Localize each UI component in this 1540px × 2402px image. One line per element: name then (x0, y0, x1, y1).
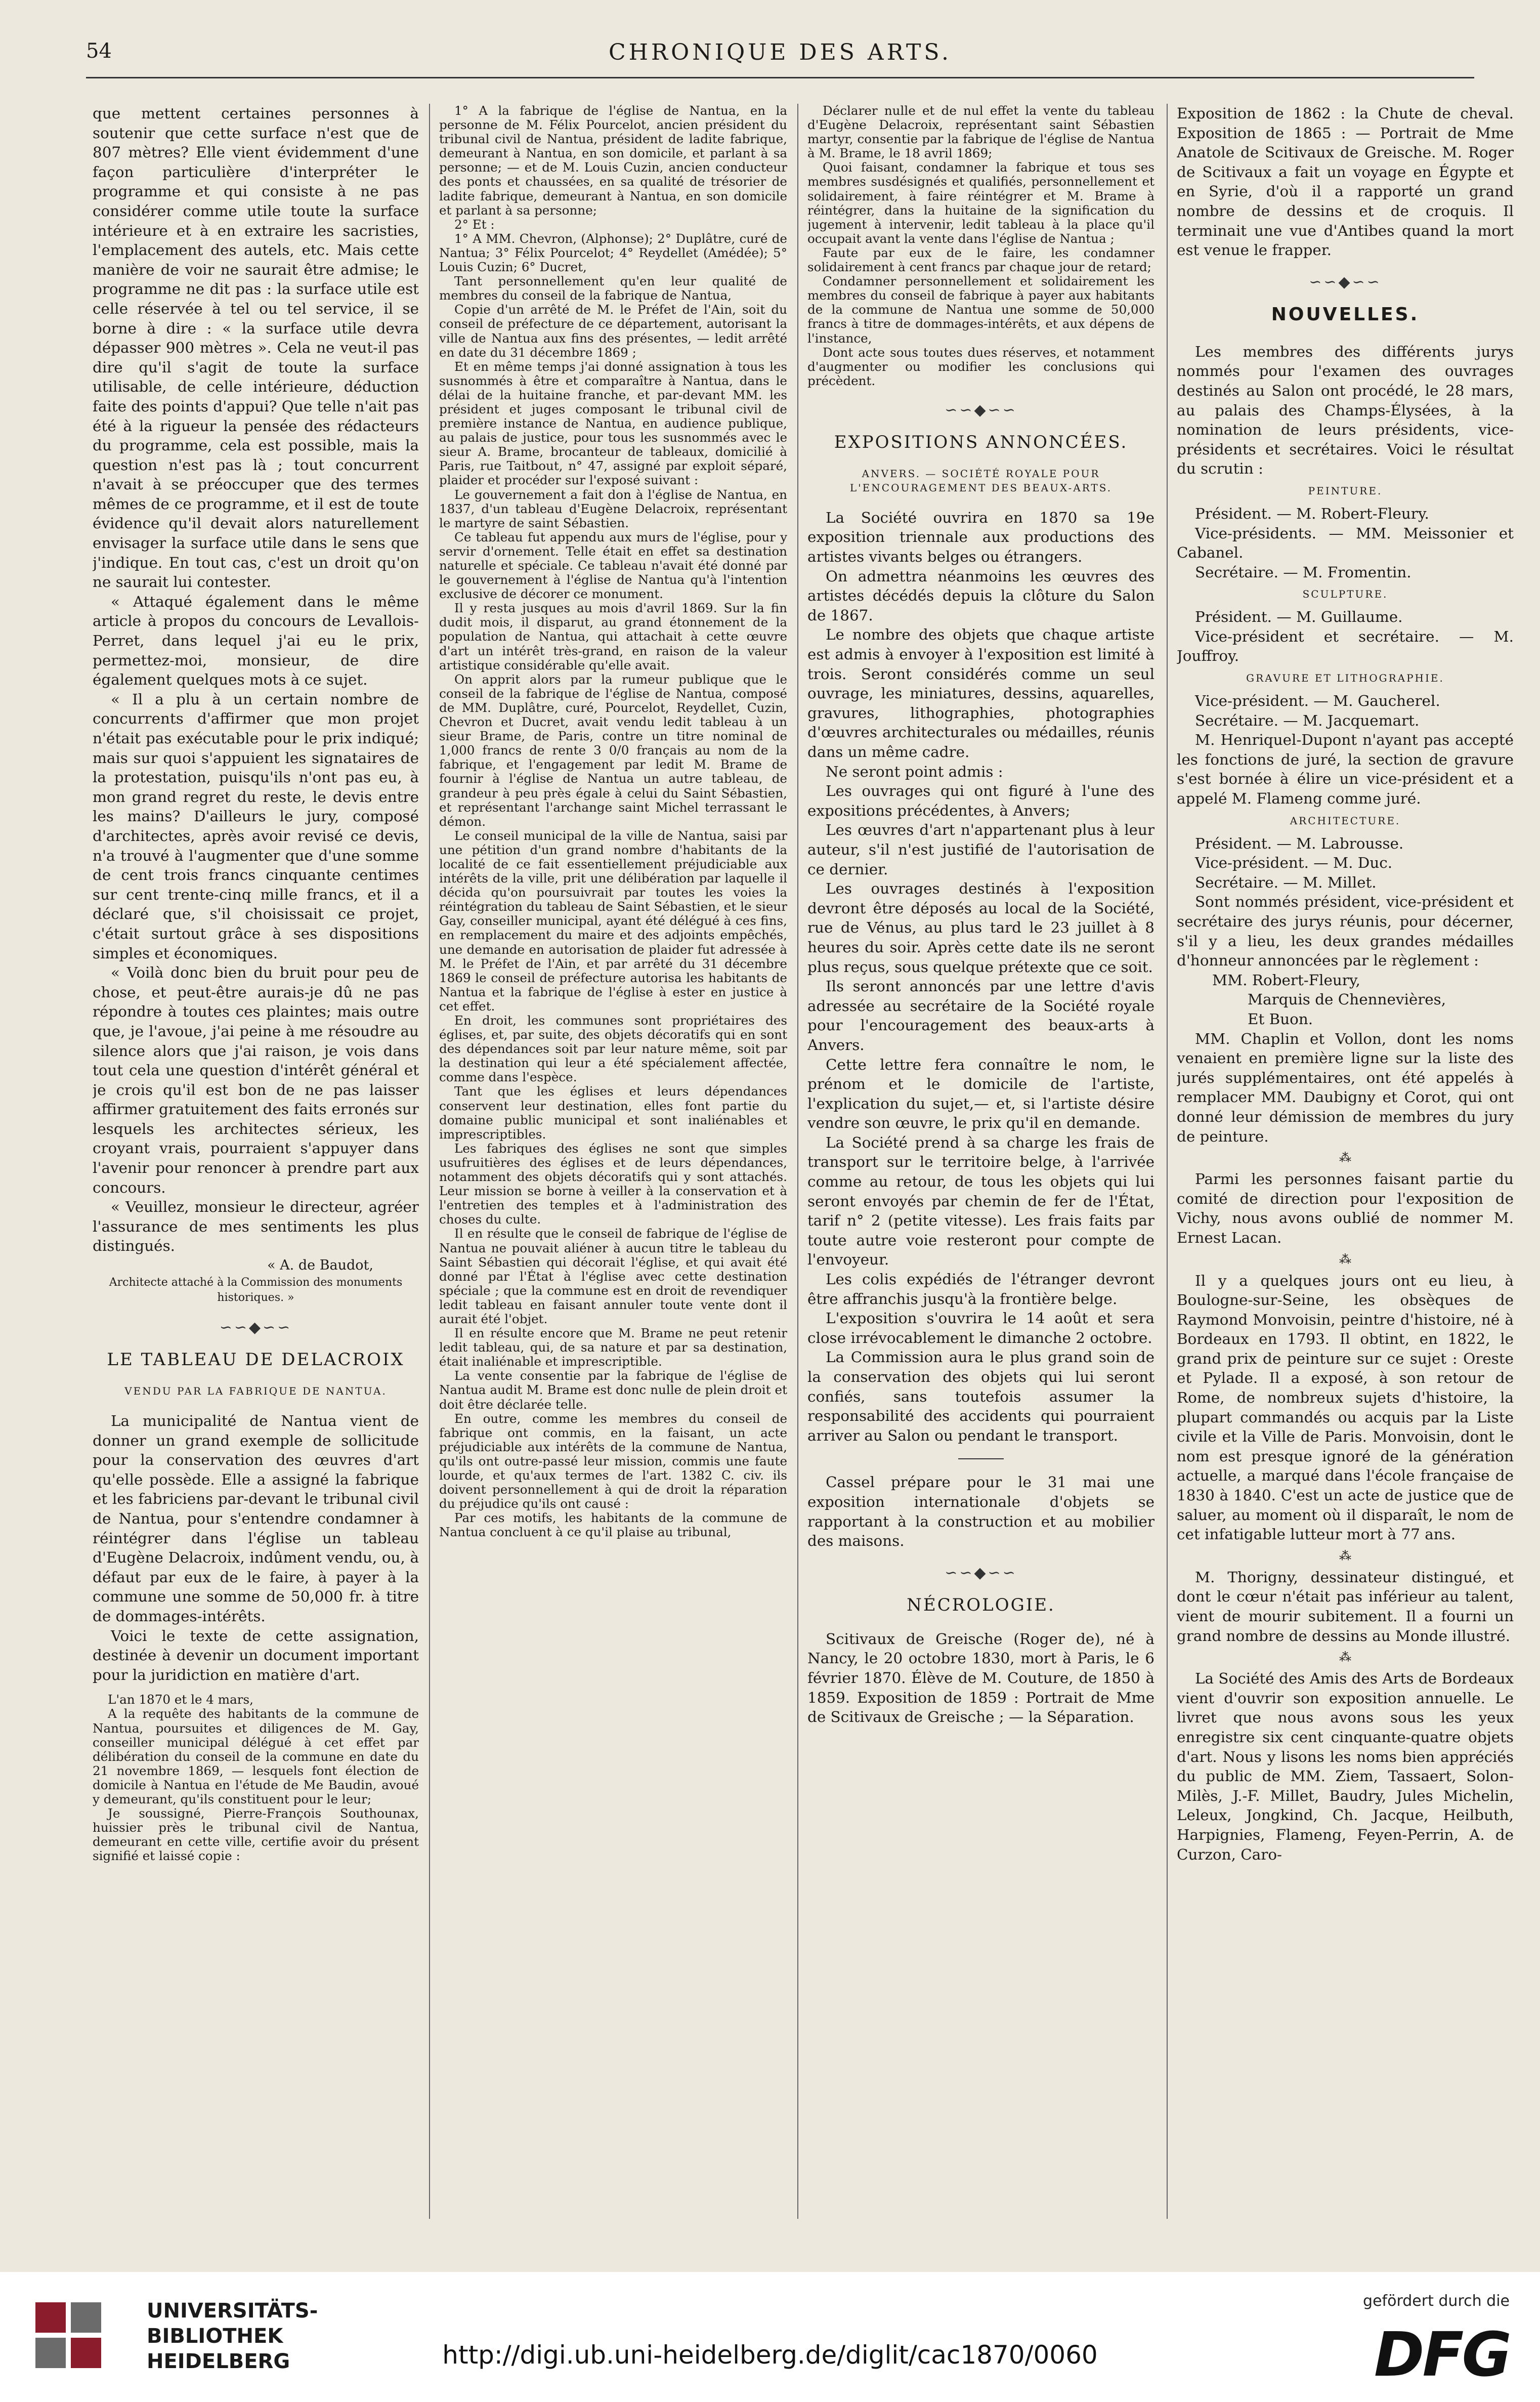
article-subtitle: ANVERS. — SOCIÉTÉ ROYALE POUR L'ENCOURAGEMENT DES BEAUX-ARTS. (849, 467, 1113, 494)
jury-line: Marquis de Chennevières, (1248, 991, 1446, 1008)
paragraph: Il en résulte que le conseil de fabrique de l'église de Nantua ne pouvait aliéner à aucun titre le tableau du Saint Sébastien qui décorait l'église, et qui avait été donné par l'État à l'église avec cette destination spéciale ; que la commune est en droit de revendiquer ledit tableau en faisant annuler toute vente dont il aurait été l'objet. (439, 1226, 787, 1326)
article-title: NOUVELLES. (1271, 304, 1420, 325)
jury-line: Vice-présidents. — MM. Meissonier et Cabanel. (1177, 524, 1514, 562)
jury-line: Secrétaire. — M. Jacquemart. (1195, 711, 1420, 729)
paragraph: Il en résulte encore que M. Brame ne peut retenir ledit tableau, qui, de sa nature et par sa destination, était inaliénable et imprescriptible. (439, 1326, 787, 1369)
short-rule (958, 1458, 1004, 1459)
paragraph: Sont nommés président, vice-président et secrétaire des jurys réunis, pour décerner, s'il y a lieu, les deux grandes médailles d'honneur annoncées par le règlement : (1177, 893, 1514, 970)
jury-line: Secrétaire. — M. Millet. (1195, 873, 1377, 891)
paragraph: Parmi les personnes faisant partie du comité de direction pour l'exposition de Vichy, nous avons oublié de nommer M. Ernest Lacan. (1177, 1170, 1514, 1246)
article-title: NÉCROLOGIE. (907, 1594, 1055, 1615)
jury-line: MM. Robert-Fleury, (1212, 971, 1360, 989)
paragraph: Et en même temps j'ai donné assignation à tous les susnommés à être et comparaître à Nantua, dans le délai de la huitaine franche, et par-devant MM. les président et juges composant le tribunal civil de première instance de Nantua, en audience publique, au palais de justice, pour tous les susnommés avec le sieur A. Brame, brocanteur de tableaux, domicilié à Paris, rue Taitbout, n° 47, assigné par exploit séparé, plaider et procéder sur l'exposé suivant : (439, 359, 787, 488)
paragraph: Je soussigné, Pierre-François Southounax, huissier près le tribunal civil de Nantua, demeurant en cette ville, certifie avoir du présent signifié et laissé copie : (93, 1806, 419, 1864)
paragraph: Quoi faisant, condamner la fabrique et tous ses membres susdésignés et qualifiés, personnellement et solidairement, à faire réintégrer et M. Brame à réintégrer, dans la huitaine de la signification du jugement à intervenir, ledit tableau à la place qu'il occupait avant la vente dans l'église de Nantua ; (807, 160, 1154, 246)
paragraph: que mettent certaines personnes à soutenir que cette surface n'est que de 807 mètres? Elle vient évidemment d'une façon particulière d'interpréter le programme et qui consiste à ne pas considérer comme utile toute la surface intérieure et à en extraire les sacristies, l'emplacement des autels, etc. Mais cette manière de voir ne saurait être admise; le programme ne dit pas : la surface utile est celle réservée à tel ou tel service, il se borne à dire : « la surface utile devra dépasser 900 mètres ». Cela ne veut-il pas dire qu'il s'agit de toute la surface utilisable, de celle intérieure, déduction faite des points d'appui? Que telle n'ait pas été à la rigueur la pensée des rédacteurs du programme, cela est possible, mais la question n'est pas là ; tout concurrent n'avait à se préoccuper que des termes mêmes de ce programme, et il est de toute évidence qu'il devait alors naturellement envisager la surface utile dans le sens que j'indique. En tout cas, c'est un droit qu'on ne saurait lui contester. (93, 105, 419, 591)
paragraph: Le gouvernement a fait don à l'église de Nantua, en 1837, d'un tableau d'Eugène Delacroix, représentant le martyre de saint Sébastien. (439, 487, 787, 530)
header-rule (86, 77, 1474, 78)
ornament-divider: ∽∽◆∽∽ (945, 401, 1017, 419)
article-title: LE TABLEAU DE DELACROIX (107, 1350, 405, 1370)
stars-separator: ⁂ (1339, 1548, 1351, 1563)
section-label: GRAVURE ET LITHOGRAPHIE. (1246, 672, 1444, 685)
author-signature: « A. de Baudot, (267, 1257, 373, 1274)
paragraph: Déclarer nulle et de nul effet la vente du tableau d'Eugène Delacroix, représentant saint Sébastien martyr, consentie par la fabrique de l'église de Nantua à M. Brame, le 18 avril 1869; (807, 104, 1154, 161)
paragraph: Faute par eux de le faire, les condamner solidairement à cent francs par chaque jour de retard; (807, 245, 1154, 275)
stars-separator: ⁂ (1339, 1650, 1351, 1665)
paragraph: Ne seront point admis : (826, 763, 1003, 780)
section-label: PEINTURE. (1308, 484, 1383, 497)
paragraph: Il y resta jusques au mois d'avril 1869. Sur la fin dudit mois, il disparut, au grand étonnement de la population de Nantua, qui attachait à cette œuvre d'art un intérêt très-grand, en raison de la valeur artistique considérable qu'elle avait. (439, 601, 787, 672)
journal-title: CHRONIQUE DES ARTS. (609, 39, 952, 65)
paragraph: La Société ouvrira en 1870 sa 19e exposition triennale aux productions des artistes vivants belges ou étrangers. (807, 509, 1154, 566)
paragraph: Le conseil municipal de la ville de Nantua, saisi par une pétition d'un grand nombre d'habitants de la localité de ce fait essentiellement préjudiciable aux intérêts de la ville, prit une délibération par laquelle il décida qu'on poursuivrait par toutes les voies la réintégration du tableau de Saint Sébastien, et le sieur Gay, conseiller municipal, ayant été délégué à ces fins, en remplacement du maire et des adjoints empêchés, une demande en autorisation de plaider fut adressée à M. le Préfet de l'Ain, et par arrêté du 31 décembre 1869 le conseil de préfecture autorisa les habitants de Nantua et la fabrique de l'église à ester en justice à cet effet. (439, 828, 787, 1014)
stars-separator: ⁂ (1339, 1151, 1351, 1165)
paragraph: Les ouvrages destinés à l'exposition devront être déposés au local de la Société, rue de Vénus, au plus tard le 23 juillet à 8 heures du soir. Après cette date ils ne seront plus reçus, sous quelque prétexte que ce soit. (807, 880, 1154, 976)
paragraph: M. Thorigny, dessinateur distingué, et dont le cœur n'était pas inférieur au talent, vient de mourir subitement. Il a fourni un grand nombre de dessins au Monde illustré. (1177, 1568, 1514, 1645)
paragraph: Ils seront annoncés par une lettre d'avis adressée au secrétaire de la Société royale pour l'encouragement des beaux-arts à Anvers. (807, 978, 1154, 1053)
paragraph: Les fabriques des églises ne sont que simples usufruitières des églises et de leurs dépendances, notamment des objets décoratifs qui y sont attachés. Leur mission se borne à veiller à la conservation et à l'entretien des temples et à l'administration des choses du culte. (439, 1141, 787, 1227)
jury-line: Vice-président et secrétaire. — M. Jouffroy. (1177, 627, 1514, 665)
paragraph: L'exposition s'ouvrira le 14 août et sera close irrévocablement le dimanche 2 octobre. (807, 1310, 1154, 1346)
paragraph: Cette lettre fera connaître le nom, le prénom et le domicile de l'artiste, l'explication du sujet,— et, si l'artiste désire vendre son œuvre, le prix qu'il en demande. (807, 1056, 1154, 1132)
paragraph: Le nombre des objets que chaque artiste est admis à envoyer à l'exposition est limité à trois. Seront considérés comme un seul ouvrage, les miniatures, dessins, aquarelles, gravures, lithographies, photographies d'œuvres architecturales ou médailles, réunis dans un même cadre. (807, 626, 1154, 761)
paragraph: Copie d'un arrêté de M. le Préfet de l'Ain, soit du conseil de préfecture de ce département, autorisant la ville de Nantua aux fins des présentes, — ledit arrêté en date du 31 décembre 1869 ; (439, 302, 787, 360)
paragraph: La municipalité de Nantua vient de donner un grand exemple de sollicitude pour la conservation des œuvres d'art qu'elle possède. Elle a assigné la fabrique et les fabriciens par-devant le tribunal civil de Nantua, pour s'entendre condamner à réintégrer dans l'église un tableau d'Eugène Delacroix, indûment vendu, ou, à défaut par eux de le faire, à payer à la commune une somme de 50,000 fr. à titre de dommages-intérêts. (93, 1412, 419, 1625)
paragraph: En droit, les communes sont propriétaires des églises, et, par suite, des objets décoratifs qui en sont des dépendances soit par leur nature même, soit par la destination qui leur a été spécialement affectée, comme dans l'espèce. (439, 1013, 787, 1085)
paragraph: Les colis expédiés de l'étranger devront être affranchis jusqu'à la frontière belge. (807, 1271, 1154, 1308)
paragraph: La vente consentie par la fabrique de l'église de Nantua audit M. Brame est donc nulle de plein droit et doit être déclarée telle. (439, 1368, 787, 1412)
paragraph: Il y a quelques jours ont eu lieu, à Boulogne-sur-Seine, les obsèques de Raymond Monvoisin, peintre d'histoire, né à Bordeaux en 1793. Il obtint, en 1822, le grand prix de peinture sur ce sujet : Oreste et Pylade. Il a exposé, à son retour de Rome, de nombreux sujets d'histoire, la plupart commandés ou acquis par la Liste civile et la Ville de Paris. Monvoisin, dont le nom est presque ignoré de la génération actuelle, a marqué dans l'école française de 1830 à 1840. C'est un acte de justice que de saluer, au moment où il disparaît, le nom de cet infatigable lutteur mort à 77 ans. (1177, 1272, 1514, 1543)
paragraph: « Il a plu à un certain nombre de concurrents d'affirmer que mon projet n'était pas exécutable pour le prix indiqué; mais sur quoi s'appuient les signataires de la protestation, puisqu'ils n'ont pas eu, à mon grand regret du reste, le devis entre les mains? D'ailleurs le jury, composé d'architectes, après avoir revisé ce devis, n'a trouvé à l'augmenter que d'une somme de cent trois francs cinquante centimes sur cent trente-cinq mille francs, et il a déclaré que, s'il choisissait ce projet, c'était surtout grâce à ses dispositions simples et économiques. (93, 690, 419, 962)
jury-line: Président. — M. Labrousse. (1195, 834, 1404, 852)
paragraph: Ce tableau fut appendu aux murs de l'église, pour y servir d'ornement. Telle était en effet sa destination naturelle et spéciale. Ce tableau n'avait été donné par le gouvernement à l'église de Nantua qu'à l'intention exclusive de décorer ce monument. (439, 529, 787, 602)
paragraph: Tant que les églises et leurs dépendances conservent leur destination, elles font partie du domaine public municipal et sont inaliénables et imprescriptibles. (439, 1084, 787, 1142)
paragraph: On apprit alors par la rumeur publique que le conseil de la fabrique de l'église de Nantua, composé de MM. Duplâtre, curé, Pourcelot, Reydellet, Cuzin, Chevron et Ducret, avait vendu ledit tableau à un sieur Brame, de Paris, contre un titre nominal de 1,000 francs de rente 3 0/0 français au nom de la fabrique, et l'engagement par ledit M. Brame de fournir à l'église de Nantua un autre tableau, de grandeur à peu près égale à celui du Saint Sébastien, et représentant l'archange saint Michel terrassant le démon. (439, 671, 787, 829)
paragraph: 1° A la fabrique de l'église de Nantua, en la personne de M. Félix Pourcelot, ancien président du tribunal civil de Nantua, président de ladite fabrique, demeurant à Nantua, en son domicile, et parlant à sa personne; — et de M. Louis Cuzin, ancien conducteur des ponts et chaussées, en sa qualité de trésorier de ladite fabrique, demeurant à Nantua, en son domicile et parlant à sa personne; (439, 104, 787, 218)
running-header (86, 39, 1474, 80)
section-label: ARCHITECTURE. (1290, 814, 1401, 827)
ornament-divider: ∽∽◆∽∽ (1309, 273, 1382, 291)
digitization-footer (0, 2272, 1540, 2402)
paragraph: La Société des Amis des Arts de Bordeaux vient d'ouvrir son exposition annuelle. Le livret que nous avons sous les yeux enregistre six cent cinquante-quatre objets d'art. Nous y lisons les noms bien appréciés du public de MM. Ziem, Tassaert, Solon-Milès, J.-F. Millet, Baudry, Jules Michelin, Leleux, Jongkind, Ch. Jacque, Heilbuth, Harpignies, Flameng, Feyen-Perrin, A. de Curzon, Caro- (1177, 1670, 1514, 1863)
jury-line: Vice-président. — M. Duc. (1195, 854, 1393, 872)
jury-line: Et Buon. (1248, 1010, 1313, 1028)
funding-credit: gefördert durch die (1363, 2292, 1510, 2310)
paragraph: « Voilà donc bien du bruit pour peu de chose, et peut-être aurais-je dû ne pas répondre à toutes ces plaintes; mais outre que, je l'avoue, j'ai peine à me résoudre au silence alors que j'ai raison, je vois dans tout cela une question d'intérêt général et je crois qu'il est bon de ne pas laisser affirmer gratuitement des faits erronés sur lesquels les architectes sérieux, les croyant vrais, pourraient s'appuyer dans l'avenir pour renoncer à prendre part aux concours. (93, 964, 419, 1196)
jury-line: Président. — M. Guillaume. (1195, 608, 1403, 626)
paragraph: L'an 1870 et le 4 mars, (108, 1692, 253, 1707)
jury-line: Secrétaire. — M. Fromentin. (1195, 563, 1411, 581)
paragraph: En outre, comme les membres du conseil de fabrique ont commis, en la faisant, un acte préjudiciable aux intérêts de la commune de Nantua, qu'ils ont outre-passé leur mission, commis une faute lourde, et qu'aux termes de l'art. 1382 C. civ. ils doivent personnellement à qui de droit la réparation du préjudice qu'ils ont causé : (439, 1411, 787, 1511)
column-2 (439, 104, 787, 2224)
paragraph: Cassel prépare pour le 31 mai une exposition internationale d'objets se rapportant à la construction et au mobilier des maisons. (807, 1473, 1154, 1550)
paragraph: Les membres des différents jurys nommés pour l'examen des ouvrages destinés au Salon ont procédé, le 28 mars, au palais des Champs-Élysées, à la nomination de leurs présidents, vice-présidents et secrétaires. Voici le résultat du scrutin : (1177, 343, 1514, 478)
paragraph: Voici le texte de cette assignation, destinée à devenir un document important pour la juridiction en matière d'art. (93, 1627, 419, 1683)
article-title: EXPOSITIONS ANNONCÉES. (834, 432, 1128, 452)
page-number: 54 (86, 39, 112, 63)
permalink-url[interactable]: http://digi.ub.uni-heidelberg.de/diglit/cac1870/0060 (442, 2340, 1098, 2370)
ornament-divider: ∽∽◆∽∽ (219, 1319, 292, 1337)
paragraph: Les œuvres d'art n'appartenant plus à leur auteur, s'il n'est justifié de l'autorisation de ce dernier. (807, 821, 1154, 878)
paragraph: Par ces motifs, les habitants de la commune de Nantua concluent à ce qu'il plaise au tribunal, (439, 1510, 787, 1540)
column-divider (797, 104, 798, 2219)
paragraph: MM. Chaplin et Vollon, dont les noms venaient en première ligne sur la liste des jurés supplémentaires, ont été appelés à remplacer MM. Daubigny et Corot, qui ont donné leur démission de membres du jury de peinture. (1177, 1030, 1514, 1145)
column-4 (1177, 104, 1514, 2224)
paragraph: Dont acte sous toutes dues réserves, et notamment d'augmenter ou modifier les conclusions qui précèdent. (807, 345, 1154, 388)
paragraph: M. Henriquel-Dupont n'ayant pas accepté les fonctions de juré, la section de gravure s'est bornée à élire un vice-président et a appelé M. Flameng comme juré. (1177, 731, 1514, 808)
paragraph: Les ouvrages qui ont figuré à l'une des expositions précédentes, à Anvers; (807, 782, 1154, 819)
university-library-logo-icon (30, 2292, 137, 2383)
jury-line: Vice-président. — M. Gaucherel. (1195, 692, 1440, 710)
paragraph: Exposition de 1862 : la Chute de cheval. Exposition de 1865 : — Portrait de Mme Anatole de Scitivaux de Greische. M. Roger de Scitivaux a fait un voyage en Égypte et en Syrie, d'où il a rapporté un grand nombre de dessins et de croquis. Il terminait une vue d'Antibes quand la mort est venue le frapper. (1177, 105, 1514, 259)
jury-line: Président. — M. Robert-Fleury. (1195, 504, 1429, 522)
paragraph: Tant personnellement qu'en leur qualité de membres du conseil de la fabrique de Nantua, (439, 274, 787, 303)
paragraph: 1° A MM. Chevron, (Alphonse); 2° Duplâtre, curé de Nantua; 3° Félix Pourcelot; 4° Reydellet (Amédée); 5° Louis Cuzin; 6° Ducret, (439, 231, 787, 275)
paragraph: La Société prend à sa charge les frais de transport sur le territoire belge, à l'arrivée comme au retour, de tous les objets qui lui seront envoyés par chemin de fer de l'État, tarif n° 2 (petite vitesse). Les frais faits par toute autre voie resteront pour compte de l'envoyeur. (807, 1133, 1154, 1269)
library-name: UNIVERSITÄTS- BIBLIOTHEK HEIDELBERG (147, 2299, 318, 2373)
paragraph: On admettra néanmoins les œuvres des artistes décédés depuis la clôture du Salon de 1867. (807, 567, 1154, 624)
paragraph: 2° Et : (454, 217, 495, 232)
column-divider (1167, 104, 1168, 2219)
section-label: SCULPTURE. (1302, 588, 1388, 601)
author-affiliation: Architecte attaché à la Commission des monuments historiques. » (109, 1276, 403, 1304)
ornament-divider: ∽∽◆∽∽ (945, 1564, 1017, 1582)
paragraph: A la requête des habitants de la commune de Nantua, poursuites et diligences de M. Gay, conseiller municipal délégué à cet effet par délibération du conseil de la commune en date du 21 novembre 1869, — lesquels font élection de domicile à Nantua en l'étude de Me Baudin, avoué y demeurant, qu'ils constituent pour le leur; (93, 1706, 419, 1806)
dfg-logo: DFG (1374, 2320, 1510, 2390)
article-subtitle: VENDU PAR LA FABRIQUE DE NANTUA. (124, 1385, 387, 1398)
column-divider (429, 104, 430, 2219)
stars-separator: ⁂ (1339, 1252, 1351, 1267)
paragraph: « Veuillez, monsieur le directeur, agréer l'assurance de mes sentiments les plus distingués. (93, 1198, 419, 1255)
paragraph: La Commission aura le plus grand soin de la conservation des objets qui lui seront confiés, sans toutefois assumer la responsabilité des accidents qui pourraient arriver au Salon ou pendant le transport. (807, 1349, 1154, 1444)
paragraph: « Attaqué également dans le même article à propos du concours de Levallois-Perret, dans lequel j'ai eu le prix, permettez-moi, monsieur, de dire également quelques mots à ce sujet. (93, 593, 419, 689)
column-1 (93, 104, 419, 2224)
paragraph: Condamner personnellement et solidairement les membres du conseil de fabrique à payer aux habitants de la commune de Nantua une somme de 50,000 francs à titre de dommages-intérêts, et aux dépens de l'instance, (807, 274, 1154, 346)
column-3 (807, 104, 1154, 2224)
paragraph: Scitivaux de Greische (Roger de), né à Nancy, le 20 octobre 1830, mort à Paris, le 6 février 1870. Élève de M. Couture, de 1850 à 1859. Exposition de 1859 : Portrait de Mme de Scitivaux de Greische ; — la Séparation. (807, 1630, 1154, 1726)
